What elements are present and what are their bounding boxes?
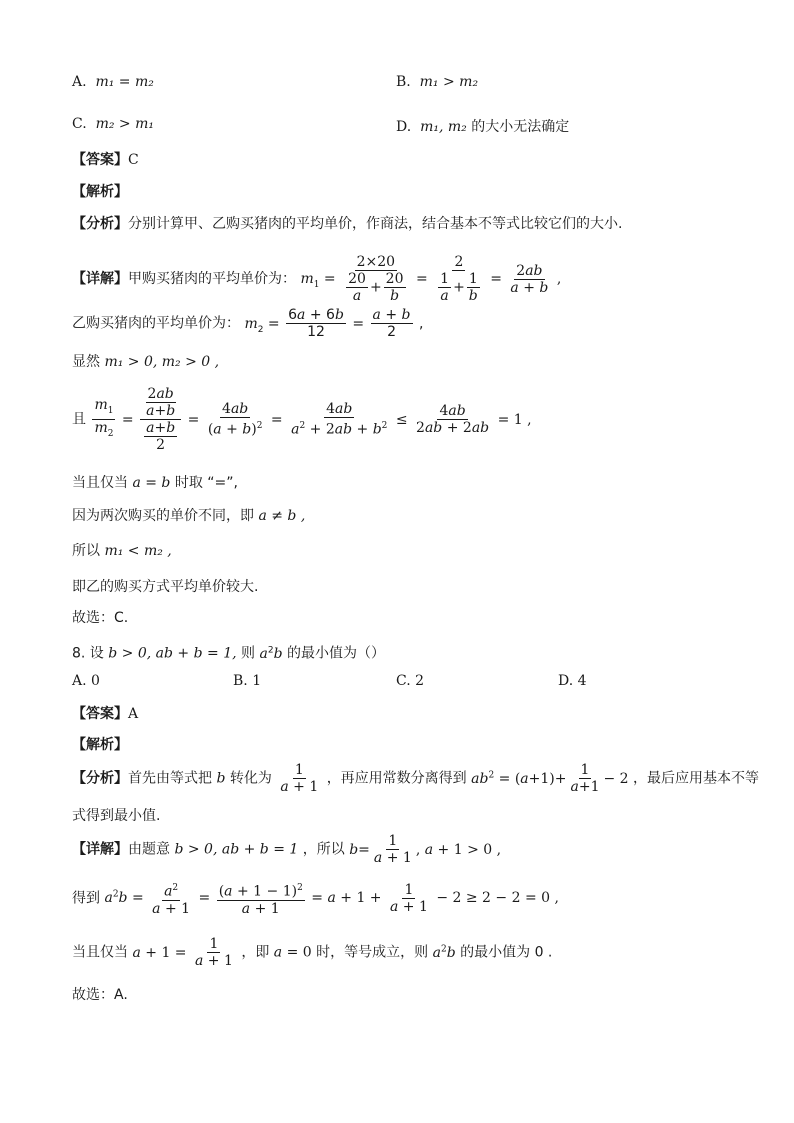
option-a: A. m₁ = m₂ (72, 74, 154, 90)
option-d: D. m₁, m₂ 的大小无法确定 (396, 119, 570, 135)
q8-option-b: B. 1 (233, 673, 262, 689)
ratio-formula: $\frac{m_1}{m_2}$ = $\frac{\frac{2ab}{a+b}}{\frac{a+b}{2}}$ = $\frac{4ab}{(a + b)^2}$ = $\frac{4ab}{a^2 + 2ab + b^2}$ ≤ $\frac{4ab}{2ab + 2ab}$ = 1 , (94, 386, 532, 453)
q8-stem-expr: $a^2b$ (259, 645, 283, 662)
yi-formula: $m_2$ = $\frac{6a + 6b}{12}$ = $\frac{a + b}{2}$ , (244, 307, 424, 340)
q8-option-a: A. 0 (72, 673, 100, 689)
xianran-line: 显然 m₁ > 0, m₂ > 0 , (72, 354, 220, 370)
xiangjie-q8: 【详解】由题意 b > 0, ab + b = 1 ，所以 b= $\frac{1}{a + 1}$ , a + 1 > 0 , (72, 833, 502, 866)
jiyi-line: 即乙的购买方式平均单价较大. (72, 579, 259, 595)
option-c: C. m₂ > m₁ (72, 116, 154, 132)
answer-line-q8: 【答案】A (72, 706, 139, 722)
jia-formula: $m_1$ = 2×20 $\frac{20}{a}$ + $\frac{20}{b}$ = 2 $\frac{1}{a}$ + $\frac{1}{b}$ = $\frac{2ab}{a + b}$ , (300, 254, 562, 304)
analysis-tag-q8: 【解析】 (72, 737, 128, 753)
xiangjie-yi: 乙购买猪肉的平均单价为： $m_2$ = $\frac{6a + 6b}{12}$ = $\frac{a + b}{2}$ , (72, 307, 424, 340)
guxuan-q7: 故选：C. (72, 610, 129, 626)
ratio-line: 且 $\frac{m_1}{m_2}$ = $\frac{\frac{2ab}{a+b}}{\frac{a+b}{2}}$ = $\frac{4ab}{(a + b)^2}$ = $\frac{4ab}{a^2 + 2ab + b^2}$ ≤ $\frac{4ab}{2ab + 2ab}$ = 1 , (72, 386, 532, 453)
fenxi-line-q8-cont: 式得到最小值. (72, 808, 161, 824)
guxuan-q8: 故选：A. (72, 987, 128, 1003)
option-c-math: m₂ > m₁ (95, 116, 154, 132)
dedao-line: 得到 $a^2b$ = $\frac{a^2}{a + 1}$ = $\frac{(a + 1 - 1)^2}{a + 1}$ = a + 1 + $\frac{1}{a + 1}$ − 2 ≥ 2 − 2 = 0 , (72, 881, 559, 917)
suoyi-line: 所以 m₁ < m₂ , (72, 543, 172, 559)
fenxi-line-q7: 【分析】分别计算甲、乙购买猪肉的平均单价，作商法，结合基本不等式比较它们的大小. (72, 216, 623, 232)
q8-option-d: D. 4 (558, 673, 587, 689)
option-b-math: m₁ > m₂ (419, 74, 479, 90)
xiangjie-jia: 【详解】甲购买猪肉的平均单价为： $m_1$ = 2×20 $\frac{20}{a}$ + $\frac{20}{b}$ = 2 $\frac{1}{a}$ + $\frac{1}{b}$ = $\frac{2ab}{a + b}$ , (72, 254, 562, 304)
option-d-math: m₁, m₂ (420, 119, 467, 135)
dangqie-line-q8: 当且仅当 a + 1 = $\frac{1}{a + 1}$ ，即 a = 0 时，等号成立，则 $a^2b$ 的最小值为 0 . (72, 936, 553, 969)
yinwei-line: 因为两次购买的单价不同，即 a ≠ b , (72, 508, 306, 524)
q8-stem: 8. 设 b > 0, ab + b = 1, 则 $a^2b$ 的最小值为（） (72, 645, 385, 662)
fenxi-line-q8: 【分析】首先由等式把 b 转化为 $\frac{1}{a + 1}$ ，再应用常数分离得到 $ab^2 = (a+1)+$ $\frac{1}{a+1}$ − 2 ，最后应用基本不等 (72, 762, 760, 795)
dedao-formula: $a^2b$ = $\frac{a^2}{a + 1}$ = $\frac{(a + 1 - 1)^2}{a + 1}$ = a + 1 + $\frac{1}{a + 1}$ − 2 ≥ 2 − 2 = 0 , (104, 881, 559, 917)
option-a-math: m₁ = m₂ (95, 74, 154, 90)
answer-line-q7: 【答案】C (72, 152, 139, 168)
option-b: B. m₁ > m₂ (396, 74, 479, 90)
analysis-tag-q7: 【解析】 (72, 184, 128, 200)
q8-option-c: C. 2 (396, 673, 425, 689)
dangqie-line-q7: 当且仅当 a = b 时取 “=”, (72, 475, 238, 491)
